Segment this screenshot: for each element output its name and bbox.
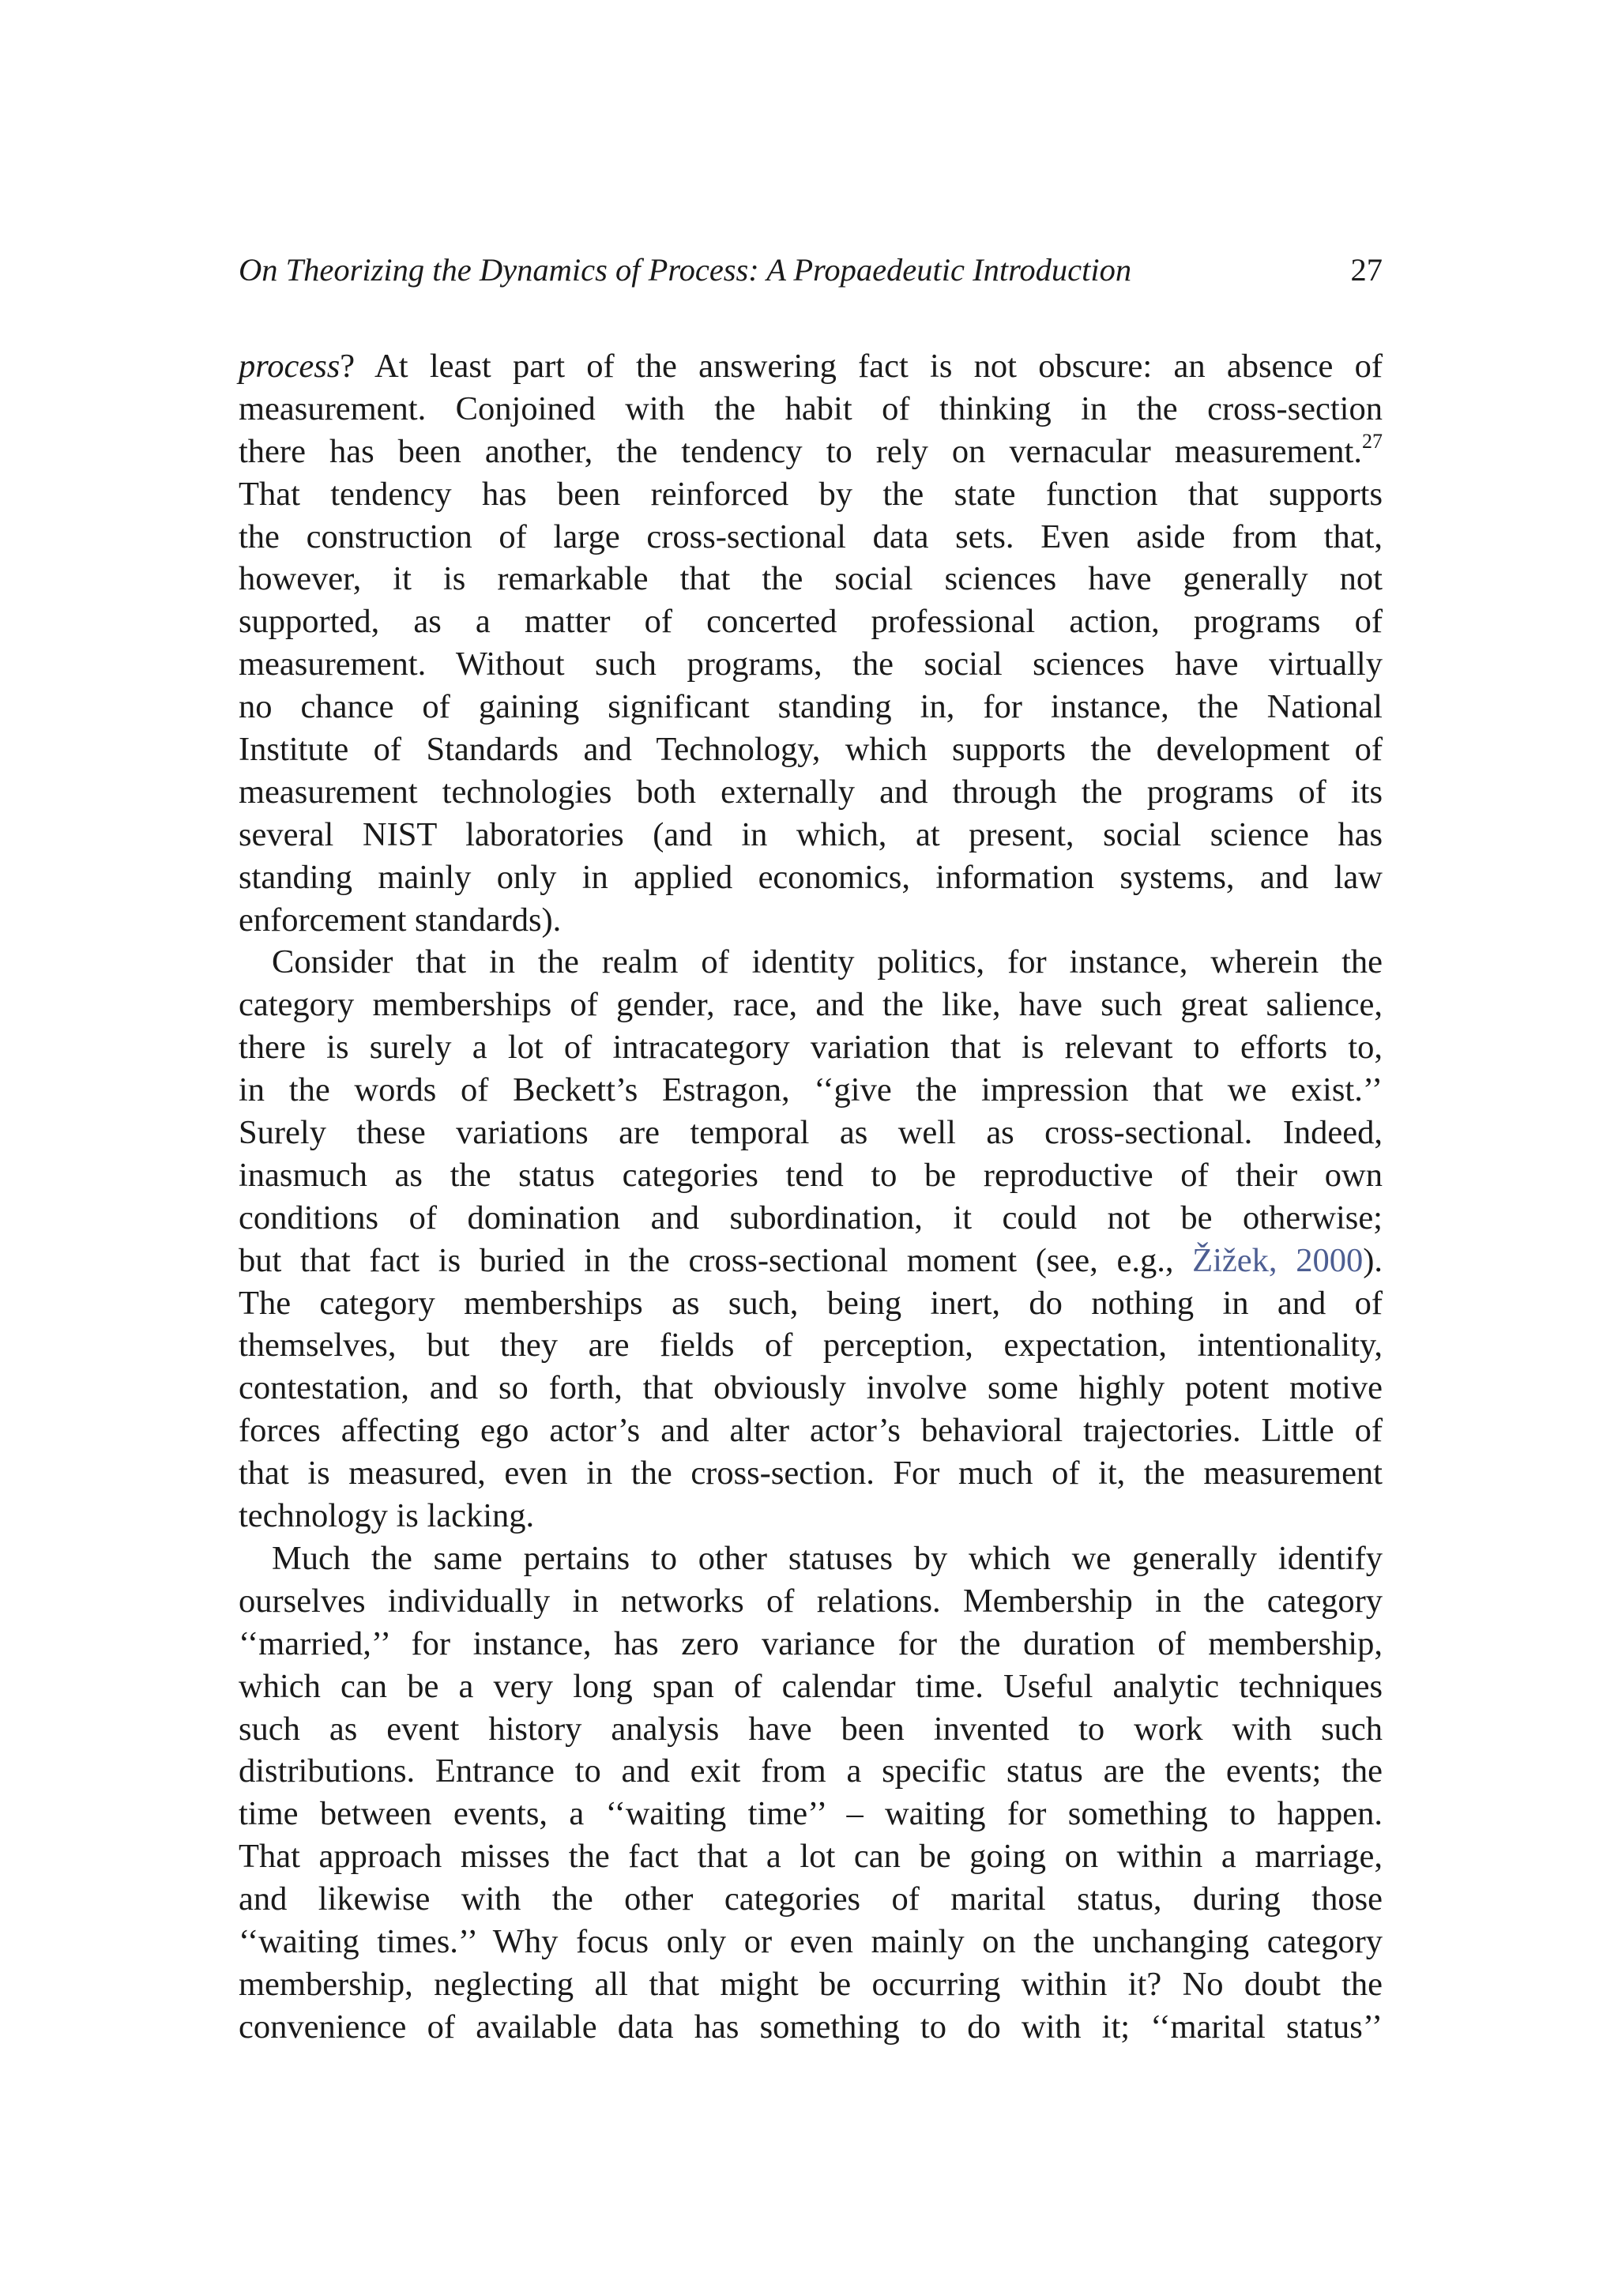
paragraph-2-line: themselves, but they are fields of perception, expectation, intentionality,: [239, 1327, 1383, 1364]
paragraph-1-line: the construction of large cross-sectional data sets. Even aside from that,: [239, 518, 1383, 555]
footnote-ref-27[interactable]: 27: [1362, 429, 1383, 453]
paragraph-3-line: which can be a very long span of calendar time. Useful analytic techniques: [239, 1667, 1383, 1705]
paragraph-2-line: forces affecting ego actor’s and alter actor’s behavioral trajectories. Little of: [239, 1412, 1383, 1450]
paragraph-1-line: measurement. Conjoined with the habit of thinking in the cross-section: [239, 390, 1383, 427]
paragraph-1-line: That tendency has been reinforced by the state function that supports: [239, 475, 1383, 513]
paragraph-3-line: membership, neglecting all that might be occurring within it? No doubt the: [239, 1965, 1383, 2003]
paragraph-2-line: but that fact is buried in the cross-sectional moment (see, e.g., Žižek, 2000).: [239, 1241, 1383, 1279]
running-head: [239, 247, 1383, 294]
paragraph-2-line: contestation, and so forth, that obviously involve some highly potent motive: [239, 1369, 1383, 1407]
paragraph-3-line: such as event history analysis have been invented to work with such: [239, 1710, 1383, 1748]
paragraph-3-line: ‘‘waiting times.’’ Why focus only or even mainly on the unchanging category: [239, 1922, 1383, 1960]
paragraph-3-line: time between events, a ‘‘waiting time’’ – waiting for something to happen.: [239, 1795, 1383, 1833]
paragraph-2-line: in the words of Beckett’s Estragon, ‘‘give the impression that we exist.’’: [239, 1071, 1383, 1109]
paragraph-1-line: enforcement standards).: [239, 901, 562, 939]
paragraph-3-line: convenience of available data has something to do with it; ‘‘marital status’’: [239, 2008, 1383, 2046]
paragraph-3-line: ‘‘married,’’ for instance, has zero variance for the duration of membership,: [239, 1624, 1383, 1662]
emphasis-process: process: [239, 348, 341, 385]
paragraph-1-line: supported, as a matter of concerted professional action, programs of: [239, 603, 1383, 641]
paragraph-1-line: Institute of Standards and Technology, which supports the development of: [239, 731, 1383, 769]
paragraph-2-line: The category memberships as such, being inert, do nothing in and of: [239, 1284, 1383, 1322]
paragraph-2-line: that is measured, even in the cross-section. For much of it, the measurement: [239, 1455, 1383, 1492]
paragraph-3-line: and likewise with the other categories of marital status, during those: [239, 1880, 1383, 1918]
paragraph-1-line: however, it is remarkable that the social sciences have generally not: [239, 560, 1383, 598]
paragraph-3-line: Much the same pertains to other statuses by which we generally identify: [272, 1539, 1383, 1577]
paragraph-2-line: technology is lacking.: [239, 1497, 535, 1535]
paragraph-2-line: conditions of domination and subordination, it could not be otherwise;: [239, 1199, 1383, 1236]
paragraph-1-line: measurement. Without such programs, the social sciences have virtually: [239, 646, 1383, 683]
paragraph-1-line: several NIST laboratories (and in which, at present, social science has: [239, 815, 1383, 853]
paragraph-1-line: measurement technologies both externally and through the programs of its: [239, 773, 1383, 811]
citation-link-zizek-2000[interactable]: Žižek, 2000: [1192, 1241, 1364, 1279]
paragraph-2-line: inasmuch as the status categories tend to be reproductive of their own: [239, 1156, 1383, 1194]
paragraph-1-line: no chance of gaining significant standing in, for instance, the National: [239, 688, 1383, 726]
paragraph-3-line: ourselves individually in networks of relations. Membership in the category: [239, 1582, 1383, 1620]
paragraph-3-line: distributions. Entrance to and exit from a specific status are the events; the: [239, 1752, 1383, 1790]
paragraph-3-line: That approach misses the fact that a lot can be going on within a marriage,: [239, 1838, 1383, 1876]
paragraph-2-line: there is surely a lot of intracategory variation that is relevant to efforts to,: [239, 1029, 1383, 1067]
paragraph-1-line: standing mainly only in applied economics, information systems, and law: [239, 858, 1383, 896]
paragraph-1-line: process? At least part of the answering fact is not obscure: an absence of: [239, 348, 1383, 385]
paragraph-2-line: category memberships of gender, race, and the like, have such great salience,: [239, 986, 1383, 1024]
paragraph-2-line: Consider that in the realm of identity politics, for instance, wherein the: [272, 943, 1383, 981]
paragraph-1-line: there has been another, the tendency to rely on vernacular measurement.$^{27}$: [239, 429, 1383, 470]
running-title: On Theorizing the Dynamics of Process: A Propaedeutic Introduction: [239, 252, 1132, 288]
paragraph-2-line: Surely these variations are temporal as well as cross-sectional. Indeed,: [239, 1114, 1383, 1152]
body-text: [239, 345, 1383, 2049]
page-number: 27: [1350, 252, 1383, 288]
